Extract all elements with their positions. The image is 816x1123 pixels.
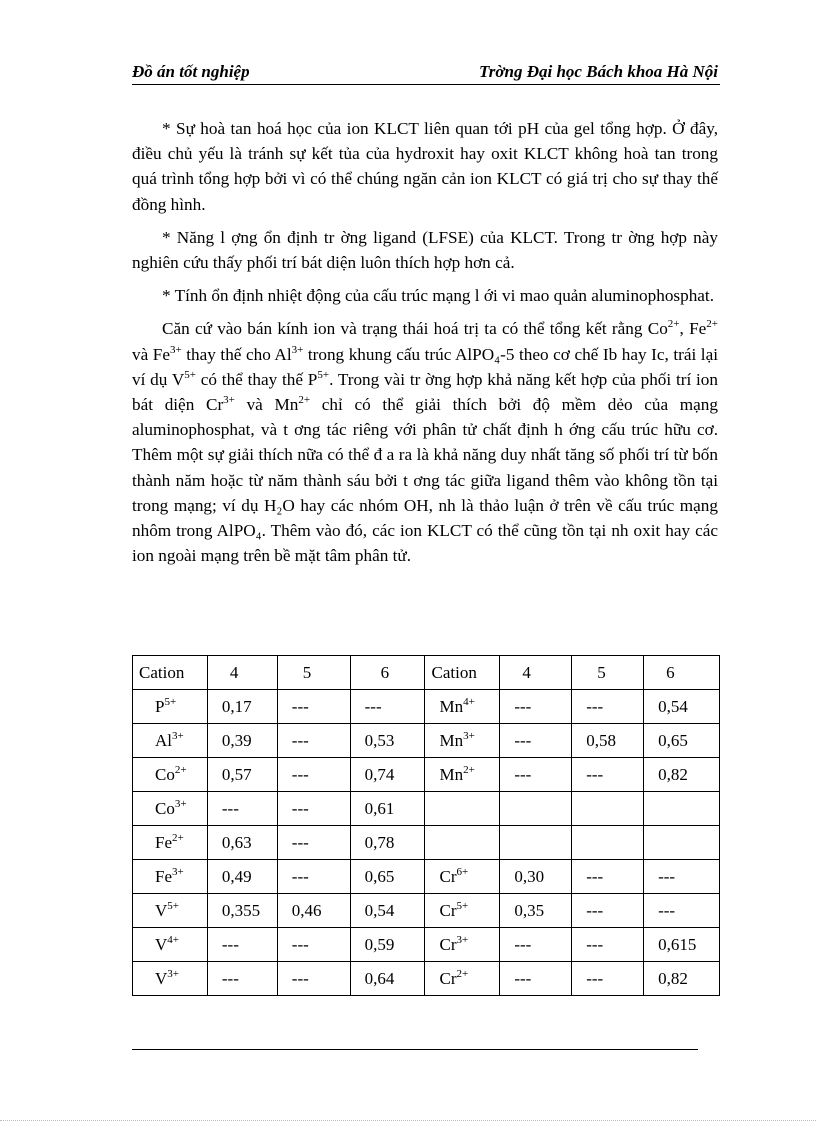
radius-value-cell: 0,46 — [277, 894, 350, 928]
radius-value-cell: --- — [572, 962, 644, 996]
radius-value-cell: --- — [500, 928, 572, 962]
radius-value-cell: 0,65 — [644, 724, 720, 758]
radius-value-cell: 0,82 — [644, 758, 720, 792]
radius-value-cell: 0,35 — [500, 894, 572, 928]
radius-value-cell: --- — [277, 758, 350, 792]
table-header-cell: 5 — [277, 656, 350, 690]
radius-value-cell: --- — [277, 860, 350, 894]
table-header-cell: 6 — [644, 656, 720, 690]
ionic-radius-table — [132, 655, 720, 996]
radius-value-cell: --- — [500, 962, 572, 996]
table-header-cell: 4 — [207, 656, 277, 690]
radius-value-cell: 0,78 — [350, 826, 425, 860]
page-bottom-dotted-edge — [0, 1120, 816, 1121]
cation-cell: $Cr^{3+}$ — [425, 928, 500, 962]
body-text — [132, 116, 718, 576]
header-title-right: Trờng Đại học Bách khoa Hà Nội — [479, 62, 718, 81]
radius-value-cell: --- — [207, 928, 277, 962]
radius-value-cell — [644, 792, 720, 826]
radius-value-cell: 0,61 — [350, 792, 425, 826]
radius-value-cell: --- — [572, 860, 644, 894]
paragraph-lfse: * Năng l ợng ổn định tr ờng ligand (LFSE) của KLCT. Trong tr ờng hợp này nghiên cứu thấy phối trí bát diện luôn thích hợp hơn cả. — [132, 227, 718, 273]
table-header-cell: 4 — [500, 656, 572, 690]
paragraph-stability: * Tính ổn định nhiệt động của cấu trúc mạng l ới vi mao quản aluminophosphat. — [162, 286, 714, 306]
cation-cell: $Mn^{2+}$ — [425, 758, 500, 792]
cation-cell: $P^{5+}$ — [133, 690, 208, 724]
header-title-left: Đồ án tốt nghiệp — [132, 62, 250, 81]
cation-cell — [425, 826, 500, 860]
table-header-cell: Cation — [133, 656, 208, 690]
radius-value-cell: --- — [572, 690, 644, 724]
radius-value-cell: 0,74 — [350, 758, 425, 792]
radius-value-cell: 0,39 — [207, 724, 277, 758]
cation-cell: $V^{5+}$ — [133, 894, 208, 928]
table-row — [133, 962, 720, 996]
radius-value-cell: --- — [572, 928, 644, 962]
paragraph-summary: Căn cứ vào bán kính ion và trạng thái hoá trị ta có thể tổng kết rằng $Co^{2+}$, $Fe^{2+}$ và $Fe^{3+}$ thay thế cho $Al^{3+}$ trong khung cấu trúc AlPO₄-5 theo cơ chế Ib hay Ic, trái lại ví dụ $V^{5+}$ có thể thay thế $P^{5+}$. Trong vài tr ờng hợp khả năng kết hợp của phối trí ion bát diện $Cr^{3+}$ và $Mn^{2+}$ chỉ có thể giải thích bởi độ mềm dẻo của mạng aluminophosphat, và t ơng tác riêng với phân tử chất định h ớng cấu trúc hữu cơ. Thêm một sự giải thích nữa có thể đ a ra là khả năng duy nhất tăng số phối trí từ bốn thành năm hoặc từ năm thành sáu bởi t ơng tác giữa ligand thêm vào không tồn tại trong mạng; ví dụ H₂O hay các nhóm OH, nh là thảo luận ở trên về cấu trúc mạng nhôm trong AlPO₄. Thêm vào đó, các ion KLCT có thể cũng tồn tại nh oxit hay các ion ngoài mạng trên bề mặt tâm phân tử. — [132, 318, 719, 566]
cation-cell: $Mn^{4+}$ — [425, 690, 500, 724]
radius-value-cell: 0,53 — [350, 724, 425, 758]
cation-cell: $Co^{2+}$ — [133, 758, 208, 792]
radius-value-cell: --- — [350, 690, 425, 724]
radius-value-cell — [572, 826, 644, 860]
cation-cell: $V^{4+}$ — [133, 928, 208, 962]
cation-cell: $Co^{3+}$ — [133, 792, 208, 826]
radius-value-cell — [500, 792, 572, 826]
radius-value-cell: 0,54 — [644, 690, 720, 724]
radius-value-cell: 0,59 — [350, 928, 425, 962]
radius-value-cell: --- — [207, 962, 277, 996]
radius-value-cell: --- — [277, 826, 350, 860]
radius-value-cell — [644, 826, 720, 860]
radius-value-cell: 0,17 — [207, 690, 277, 724]
cation-cell: $Fe^{3+}$ — [133, 860, 208, 894]
cation-cell: $Cr^{2+}$ — [425, 962, 500, 996]
paragraph-solubility: * Sự hoà tan hoá học của ion KLCT liên quan tới pH của gel tổng hợp. Ở đây, điều chủ yếu là tránh sự kết tủa của hydroxit hay oxit KLCT không hoà tan trong quá trình tổng hợp bởi vì có thể chúng ngăn cản ion KLCT có giá trị cho sự thay thế đồng hình. — [132, 119, 718, 214]
radius-value-cell: --- — [277, 962, 350, 996]
table-row — [133, 928, 720, 962]
radius-value-cell: 0,65 — [350, 860, 425, 894]
table-row — [133, 690, 720, 724]
radius-value-cell: 0,615 — [644, 928, 720, 962]
page-header — [132, 60, 720, 85]
footer-rule — [132, 1049, 698, 1050]
table-row — [133, 758, 720, 792]
cation-cell: $Cr^{6+}$ — [425, 860, 500, 894]
radius-value-cell: 0,82 — [644, 962, 720, 996]
radius-value-cell: 0,57 — [207, 758, 277, 792]
table-row — [133, 724, 720, 758]
table-header-cell: Cation — [425, 656, 500, 690]
table-row — [133, 894, 720, 928]
cation-cell — [425, 792, 500, 826]
radius-value-cell: --- — [500, 690, 572, 724]
table-row — [133, 860, 720, 894]
cation-cell: $Cr^{5+}$ — [425, 894, 500, 928]
radius-value-cell: --- — [572, 758, 644, 792]
radius-value-cell: --- — [500, 758, 572, 792]
radius-value-cell: --- — [277, 690, 350, 724]
radius-value-cell: 0,64 — [350, 962, 425, 996]
table-header-cell: 6 — [350, 656, 425, 690]
radius-value-cell: 0,49 — [207, 860, 277, 894]
radius-value-cell: --- — [207, 792, 277, 826]
radius-value-cell: 0,54 — [350, 894, 425, 928]
radius-value-cell: 0,58 — [572, 724, 644, 758]
table-header-cell: 5 — [572, 656, 644, 690]
radius-value-cell: 0,63 — [207, 826, 277, 860]
radius-value-cell — [500, 826, 572, 860]
table-row — [133, 792, 720, 826]
radius-value-cell: 0,30 — [500, 860, 572, 894]
table-header-row — [133, 656, 720, 690]
radius-value-cell: --- — [500, 724, 572, 758]
radius-value-cell: --- — [277, 928, 350, 962]
radius-value-cell — [572, 792, 644, 826]
radius-value-cell: --- — [277, 724, 350, 758]
cation-cell: $V^{3+}$ — [133, 962, 208, 996]
cation-cell: $Fe^{2+}$ — [133, 826, 208, 860]
cation-cell: $Mn^{3+}$ — [425, 724, 500, 758]
radius-value-cell: 0,355 — [207, 894, 277, 928]
radius-value-cell: --- — [644, 894, 720, 928]
cation-cell: $Al^{3+}$ — [133, 724, 208, 758]
radius-value-cell: --- — [572, 894, 644, 928]
table-row — [133, 826, 720, 860]
radius-value-cell: --- — [644, 860, 720, 894]
radius-value-cell: --- — [277, 792, 350, 826]
